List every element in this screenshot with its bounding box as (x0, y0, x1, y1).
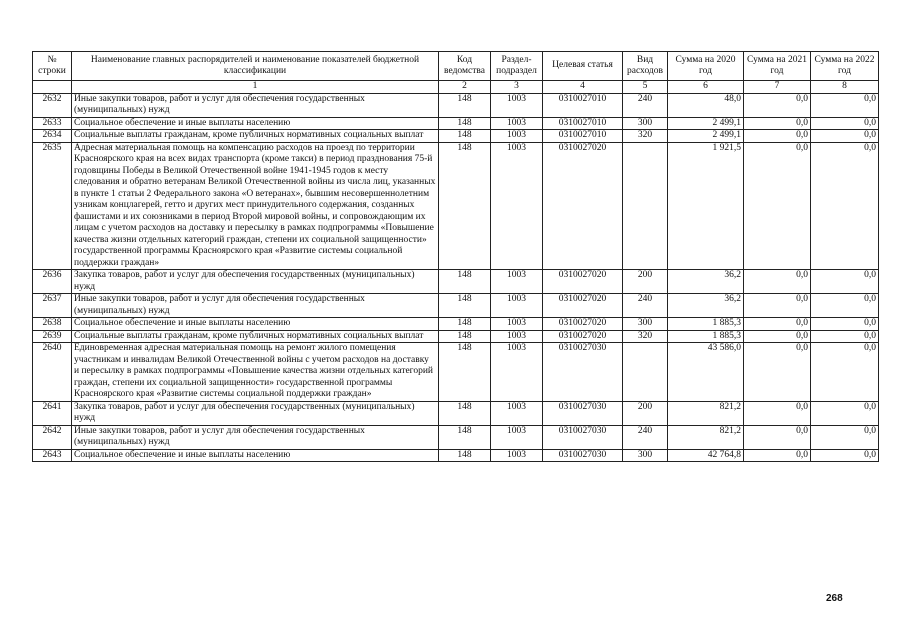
row-sum-2020: 2 499,1 (668, 117, 744, 130)
header-row-no: № строки (33, 52, 72, 81)
row-sum-2021: 0,0 (744, 130, 811, 143)
row-sum-2022: 0,0 (811, 270, 879, 294)
header-dept: Код ведомства (439, 52, 491, 81)
table-row (33, 142, 879, 270)
row-target-code: 0310027030 (543, 425, 623, 449)
column-number: 3 (491, 81, 543, 94)
row-number: 2639 (33, 330, 72, 343)
row-kind-code: 200 (623, 270, 668, 294)
row-number: 2636 (33, 270, 72, 294)
header-name: Наименование главных распорядителей и наименование показателей бюджетной классификации (72, 52, 439, 81)
row-sum-2020: 2 499,1 (668, 130, 744, 143)
row-name: Адресная материальная помощь на компенсацию расходов на проезд по территории Красноярского края на всех видах транспорта (кроме такси) в период празднования 75-й годовщины Победы в Великой Отечественной войне 1941-1945 годов к месту следования и обратно ветеранам Великой Отечественной войны из числа лиц, указанных в пункте 1 статьи 2 Федерального закона «О ветеранах», бывшим несовершеннолетним узникам концлагерей, гетто и других мест принудительного содержания, созданных фашистами и их союзниками в период Второй мировой войны, и сопровождающим их лицам с учетом расходов на доставку и пересылку в рамках подпрограммы «Повышение качества жизни отдельных категорий граждан, степени их социальной защищенности» государственной программы Красноярского края «Развитие системы социальной поддержки граждан» (72, 142, 439, 270)
row-target-code: 0310027020 (543, 294, 623, 318)
row-kind-code: 320 (623, 330, 668, 343)
row-sum-2022: 0,0 (811, 425, 879, 449)
header-sum-2020: Сумма на 2020 год (668, 52, 744, 81)
row-name: Социальное обеспечение и иные выплаты населению (72, 318, 439, 331)
row-name: Иные закупки товаров, работ и услуг для обеспечения государственных (муниципальных) нужд (72, 93, 439, 117)
column-number: 2 (439, 81, 491, 94)
row-dept-code: 148 (439, 401, 491, 425)
row-target-code: 0310027020 (543, 318, 623, 331)
row-sum-2020: 821,2 (668, 401, 744, 425)
row-sum-2022: 0,0 (811, 93, 879, 117)
header-section: Раздел-подраздел (491, 52, 543, 81)
row-dept-code: 148 (439, 130, 491, 143)
row-sum-2022: 0,0 (811, 318, 879, 331)
row-dept-code: 148 (439, 449, 491, 462)
row-kind-code: 300 (623, 449, 668, 462)
row-sum-2021: 0,0 (744, 318, 811, 331)
row-sum-2021: 0,0 (744, 93, 811, 117)
column-number: 5 (623, 81, 668, 94)
column-number (33, 81, 72, 94)
row-name: Иные закупки товаров, работ и услуг для обеспечения государственных (муниципальных) нужд (72, 425, 439, 449)
row-target-code: 0310027020 (543, 270, 623, 294)
row-sum-2020: 1 885,3 (668, 330, 744, 343)
table-row (33, 93, 879, 117)
row-sum-2020: 36,2 (668, 294, 744, 318)
row-kind-code: 240 (623, 93, 668, 117)
table-row (33, 401, 879, 425)
table-row (33, 270, 879, 294)
row-section-code: 1003 (491, 330, 543, 343)
header-sum-2021: Сумма на 2021 год (744, 52, 811, 81)
row-number: 2638 (33, 318, 72, 331)
row-number: 2642 (33, 425, 72, 449)
row-dept-code: 148 (439, 270, 491, 294)
row-sum-2021: 0,0 (744, 330, 811, 343)
row-name: Иные закупки товаров, работ и услуг для обеспечения государственных (муниципальных) нужд (72, 294, 439, 318)
row-sum-2021: 0,0 (744, 270, 811, 294)
row-dept-code: 148 (439, 318, 491, 331)
row-kind-code: 240 (623, 294, 668, 318)
row-number: 2640 (33, 343, 72, 402)
header-row (33, 52, 879, 81)
row-target-code: 0310027020 (543, 330, 623, 343)
page-number: 268 (826, 593, 843, 604)
column-number: 1 (72, 81, 439, 94)
row-section-code: 1003 (491, 401, 543, 425)
row-name: Социальные выплаты гражданам, кроме публичных нормативных социальных выплат (72, 330, 439, 343)
row-dept-code: 148 (439, 142, 491, 270)
row-kind-code: 300 (623, 117, 668, 130)
row-section-code: 1003 (491, 117, 543, 130)
table-row (33, 449, 879, 462)
row-name: Закупка товаров, работ и услуг для обеспечения государственных (муниципальных) нужд (72, 401, 439, 425)
row-section-code: 1003 (491, 93, 543, 117)
row-sum-2020: 821,2 (668, 425, 744, 449)
row-section-code: 1003 (491, 142, 543, 270)
row-sum-2022: 0,0 (811, 449, 879, 462)
row-number: 2641 (33, 401, 72, 425)
row-section-code: 1003 (491, 294, 543, 318)
header-target: Целевая статья (543, 52, 623, 81)
row-dept-code: 148 (439, 425, 491, 449)
row-section-code: 1003 (491, 270, 543, 294)
row-sum-2022: 0,0 (811, 401, 879, 425)
row-sum-2021: 0,0 (744, 449, 811, 462)
header-sum-2022: Сумма на 2022 год (811, 52, 879, 81)
table-row (33, 343, 879, 402)
row-kind-code (623, 142, 668, 270)
table-row (33, 318, 879, 331)
row-sum-2022: 0,0 (811, 294, 879, 318)
row-section-code: 1003 (491, 318, 543, 331)
row-sum-2020: 36,2 (668, 270, 744, 294)
row-section-code: 1003 (491, 449, 543, 462)
row-kind-code (623, 343, 668, 402)
row-sum-2021: 0,0 (744, 401, 811, 425)
row-sum-2020: 48,0 (668, 93, 744, 117)
table-row (33, 294, 879, 318)
row-target-code: 0310027030 (543, 343, 623, 402)
row-number: 2643 (33, 449, 72, 462)
row-name: Социальное обеспечение и иные выплаты населению (72, 449, 439, 462)
row-sum-2021: 0,0 (744, 117, 811, 130)
row-sum-2020: 43 586,0 (668, 343, 744, 402)
row-name: Социальные выплаты гражданам, кроме публичных нормативных социальных выплат (72, 130, 439, 143)
row-sum-2022: 0,0 (811, 343, 879, 402)
row-sum-2022: 0,0 (811, 117, 879, 130)
row-dept-code: 148 (439, 117, 491, 130)
row-name: Закупка товаров, работ и услуг для обеспечения государственных (муниципальных) нужд (72, 270, 439, 294)
row-sum-2022: 0,0 (811, 142, 879, 270)
column-number: 8 (811, 81, 879, 94)
row-target-code: 0310027010 (543, 93, 623, 117)
table-body (33, 93, 879, 462)
row-target-code: 0310027020 (543, 142, 623, 270)
row-kind-code: 240 (623, 425, 668, 449)
row-number: 2637 (33, 294, 72, 318)
header-kind: Вид расходов (623, 52, 668, 81)
row-kind-code: 300 (623, 318, 668, 331)
column-number: 4 (543, 81, 623, 94)
table-row (33, 330, 879, 343)
row-sum-2020: 1 921,5 (668, 142, 744, 270)
row-dept-code: 148 (439, 93, 491, 117)
row-name: Единовременная адресная материальная помощь на ремонт жилого помещения участникам и инвалидам Великой Отечественной войны с учетом расходов на доставку и пересылку в рамках подпрограммы «Повышение качества жизни отдельных категорий граждан, степени их социальной защищенности» государственной программы Красноярского края «Развитие системы социальной поддержки граждан» (72, 343, 439, 402)
column-number: 7 (744, 81, 811, 94)
row-sum-2021: 0,0 (744, 142, 811, 270)
row-target-code: 0310027010 (543, 117, 623, 130)
row-sum-2022: 0,0 (811, 330, 879, 343)
row-dept-code: 148 (439, 343, 491, 402)
row-kind-code: 200 (623, 401, 668, 425)
row-section-code: 1003 (491, 130, 543, 143)
row-sum-2020: 1 885,3 (668, 318, 744, 331)
row-sum-2021: 0,0 (744, 294, 811, 318)
row-sum-2021: 0,0 (744, 425, 811, 449)
row-dept-code: 148 (439, 294, 491, 318)
table-row (33, 130, 879, 143)
row-sum-2022: 0,0 (811, 130, 879, 143)
row-target-code: 0310027030 (543, 449, 623, 462)
row-number: 2633 (33, 117, 72, 130)
row-number: 2632 (33, 93, 72, 117)
row-number: 2634 (33, 130, 72, 143)
column-number: 6 (668, 81, 744, 94)
row-sum-2020: 42 764,8 (668, 449, 744, 462)
row-number: 2635 (33, 142, 72, 270)
row-name: Социальное обеспечение и иные выплаты населению (72, 117, 439, 130)
row-target-code: 0310027010 (543, 130, 623, 143)
row-sum-2021: 0,0 (744, 343, 811, 402)
row-section-code: 1003 (491, 343, 543, 402)
budget-table (32, 51, 879, 462)
row-target-code: 0310027030 (543, 401, 623, 425)
table-row (33, 425, 879, 449)
row-dept-code: 148 (439, 330, 491, 343)
row-section-code: 1003 (491, 425, 543, 449)
row-kind-code: 320 (623, 130, 668, 143)
column-number-row (33, 81, 879, 94)
table-row (33, 117, 879, 130)
